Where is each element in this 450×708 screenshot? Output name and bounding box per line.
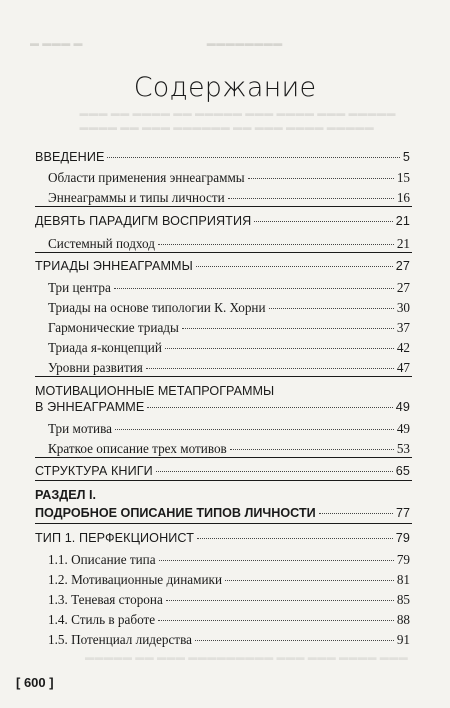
toc-leader-dots bbox=[228, 198, 394, 199]
toc-leader-dots bbox=[158, 620, 394, 621]
toc-entry[interactable] bbox=[48, 552, 410, 568]
toc-entry[interactable] bbox=[48, 340, 410, 356]
toc-entry-title: Гармонические триады bbox=[48, 320, 179, 335]
section-divider bbox=[35, 480, 412, 481]
toc-entry-title: Три центра bbox=[48, 280, 111, 295]
toc-entry-page: 91 bbox=[396, 632, 410, 647]
toc-entry-page: 53 bbox=[396, 441, 410, 456]
toc-entry[interactable] bbox=[48, 612, 410, 628]
toc-entry[interactable] bbox=[48, 190, 410, 206]
toc-entry[interactable] bbox=[48, 360, 410, 376]
toc-entry-title: ВВЕДЕНИЕ bbox=[35, 150, 105, 164]
section-divider bbox=[35, 376, 412, 377]
toc-entry-page: 30 bbox=[396, 300, 410, 315]
toc-entry-page: 49 bbox=[396, 421, 410, 436]
toc-leader-dots bbox=[319, 513, 393, 514]
toc-entry[interactable] bbox=[35, 505, 410, 521]
toc-entry-title: Триада я-концепций bbox=[48, 340, 162, 355]
toc-entry[interactable] bbox=[35, 530, 410, 546]
toc-entry-title: В ЭННЕАГРАММЕ bbox=[35, 400, 145, 414]
part-heading: РАЗДЕЛ I. bbox=[35, 488, 96, 502]
toc-entry-page: 42 bbox=[396, 340, 410, 355]
toc-entry-page: 85 bbox=[396, 592, 410, 607]
toc-entry-title: 1.3. Теневая сторона bbox=[48, 592, 163, 607]
toc-entry-page: 88 bbox=[396, 612, 410, 627]
toc-entry[interactable] bbox=[48, 170, 410, 186]
section-divider bbox=[35, 252, 412, 253]
toc-entry-page: 79 bbox=[396, 552, 410, 567]
toc-entry[interactable] bbox=[48, 421, 410, 437]
toc-entry[interactable] bbox=[48, 632, 410, 648]
toc-entry[interactable] bbox=[35, 463, 410, 479]
section-divider bbox=[35, 457, 412, 458]
toc-entry-title-line: МОТИВАЦИОННЫЕ МЕТАПРОГРАММЫ bbox=[35, 384, 275, 398]
page-title: Содержание bbox=[133, 72, 317, 103]
toc-entry-page: 77 bbox=[395, 506, 410, 520]
toc-entry-page: 27 bbox=[395, 259, 410, 273]
toc-entry-page: 5 bbox=[402, 150, 410, 164]
toc-entry[interactable] bbox=[48, 441, 410, 457]
toc-entry-page: 47 bbox=[396, 360, 410, 375]
toc-leader-dots bbox=[158, 244, 394, 245]
toc-leader-dots bbox=[269, 308, 394, 309]
toc-entry-page: 27 bbox=[396, 280, 410, 295]
bleed-through-text: ▬▬▬ ▬▬ ▬▬▬▬ ▬▬ ▬▬▬▬▬ ▬▬▬ ▬▬▬▬ ▬▬▬ ▬▬▬▬▬ bbox=[30, 108, 396, 118]
toc-leader-dots bbox=[165, 348, 394, 349]
toc-entry-page: 49 bbox=[395, 400, 410, 414]
toc-entry-title: Триады на основе типологии К. Хорни bbox=[48, 300, 266, 315]
toc-entry-title: Краткое описание трех мотивов bbox=[48, 441, 227, 456]
toc-leader-dots bbox=[195, 640, 394, 641]
toc-entry-title: ДЕВЯТЬ ПАРАДИГМ ВОСПРИЯТИЯ bbox=[35, 214, 252, 228]
toc-leader-dots bbox=[197, 538, 393, 539]
toc-entry-title: Уровни развития bbox=[48, 360, 143, 375]
toc-entry-title: ТИП 1. ПЕРФЕКЦИОНИСТ bbox=[35, 531, 194, 545]
toc-entry-page: 21 bbox=[395, 214, 410, 228]
bleed-through-text: ▬ ▬▬▬ ▬ ▬▬▬▬▬▬▬▬ bbox=[30, 38, 283, 48]
toc-entry[interactable] bbox=[48, 572, 410, 588]
toc-entry-title: Три мотива bbox=[48, 421, 112, 436]
toc-entry-page: 37 bbox=[396, 320, 410, 335]
toc-leader-dots bbox=[182, 328, 394, 329]
toc-entry-title: 1.4. Стиль в работе bbox=[48, 612, 156, 627]
toc-leader-dots bbox=[254, 221, 392, 222]
toc-entry[interactable] bbox=[35, 149, 410, 165]
toc-entry-page: 21 bbox=[396, 236, 410, 251]
toc-leader-dots bbox=[230, 449, 394, 450]
toc-leader-dots bbox=[248, 178, 394, 179]
toc-entry-title: 1.2. Мотивационные динамики bbox=[48, 572, 222, 587]
toc-entry-title: 1.5. Потенциал лидерства bbox=[48, 632, 192, 647]
section-divider bbox=[35, 206, 412, 207]
toc-entry-title: СТРУКТУРА КНИГИ bbox=[35, 464, 153, 478]
toc-entry-page: 65 bbox=[395, 464, 410, 478]
toc-leader-dots bbox=[114, 288, 394, 289]
toc-entry-title: Эннеаграммы и типы личности bbox=[48, 190, 225, 205]
toc-leader-dots bbox=[196, 266, 393, 267]
toc-entry[interactable] bbox=[35, 258, 410, 274]
toc-leader-dots bbox=[166, 600, 394, 601]
toc-entry-page: 81 bbox=[396, 572, 410, 587]
toc-entry-title: ТРИАДЫ ЭННЕАГРАММЫ bbox=[35, 259, 193, 273]
toc-leader-dots bbox=[115, 429, 394, 430]
toc-entry-title: ПОДРОБНОЕ ОПИСАНИЕ ТИПОВ ЛИЧНОСТИ bbox=[35, 506, 316, 520]
toc-entry[interactable] bbox=[48, 280, 410, 296]
toc-entry-title: Области применения эннеаграммы bbox=[48, 170, 245, 185]
toc-leader-dots bbox=[156, 471, 393, 472]
toc-leader-dots bbox=[147, 407, 392, 408]
toc-entry[interactable] bbox=[35, 399, 410, 415]
bleed-through-text: ▬▬▬▬ ▬▬ ▬▬▬ ▬▬▬▬▬▬ ▬▬ ▬▬▬ ▬▬▬▬ ▬▬▬▬▬ bbox=[30, 122, 375, 132]
toc-entry-page: 15 bbox=[396, 170, 410, 185]
toc-entry-title: Системный подход bbox=[48, 236, 155, 251]
toc-leader-dots bbox=[225, 580, 394, 581]
toc-entry[interactable] bbox=[48, 236, 410, 252]
page-number: [ 600 ] bbox=[16, 675, 54, 690]
bleed-through-text: ▬▬▬▬▬ ▬▬ ▬▬▬ ▬▬▬▬▬▬▬▬▬ ▬▬▬ ▬▬▬ ▬▬▬▬ ▬▬▬ bbox=[30, 652, 409, 662]
section-divider bbox=[35, 523, 412, 524]
toc-entry-title: 1.1. Описание типа bbox=[48, 552, 156, 567]
toc-entry[interactable] bbox=[48, 320, 410, 336]
toc-leader-dots bbox=[159, 560, 394, 561]
toc-entry-page: 79 bbox=[395, 531, 410, 545]
toc-entry[interactable] bbox=[48, 300, 410, 316]
toc-leader-dots bbox=[146, 368, 394, 369]
toc-leader-dots bbox=[107, 157, 399, 158]
toc-entry-page: 16 bbox=[396, 190, 410, 205]
toc-entry[interactable] bbox=[35, 213, 410, 229]
toc-entry[interactable] bbox=[48, 592, 410, 608]
